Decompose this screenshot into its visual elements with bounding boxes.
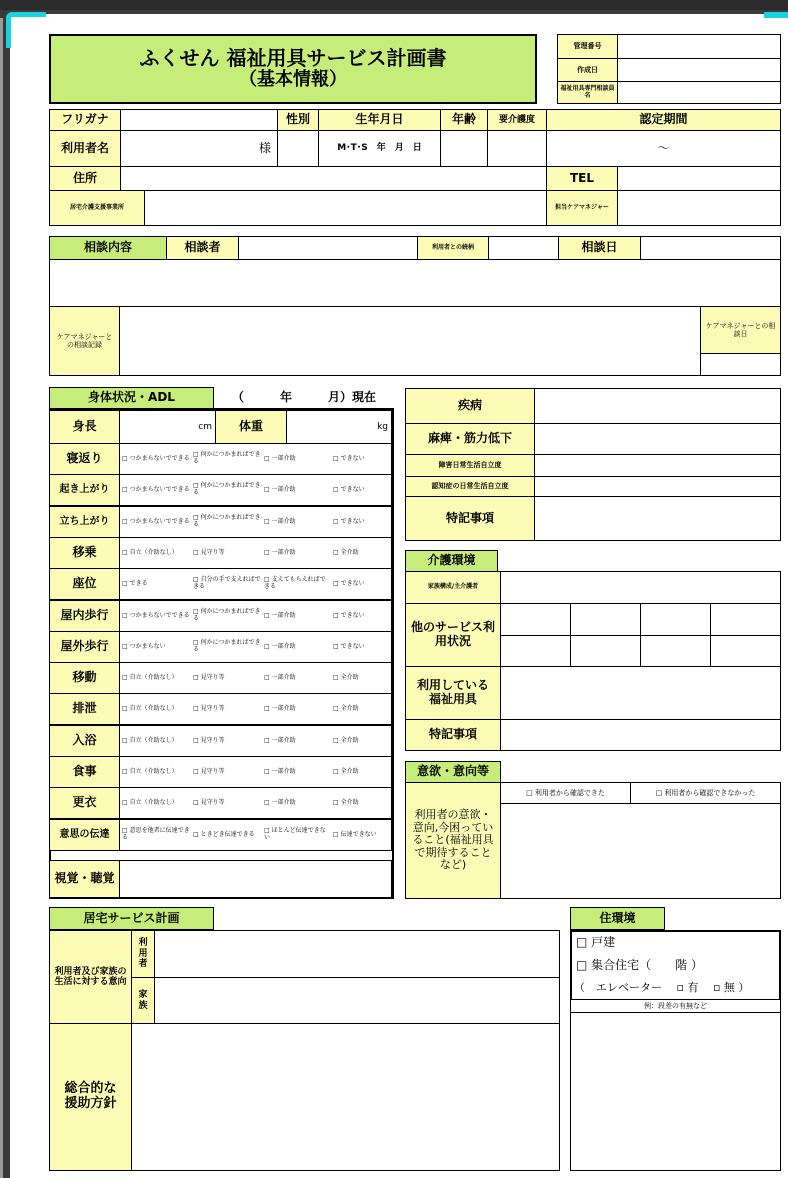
adl-option-checkbox[interactable]: □ 何かにつかまればできる — [193, 608, 261, 622]
cert-period-label: 認定期間 — [546, 109, 781, 131]
adl-row-label: 移動 — [49, 662, 120, 694]
family-label: 家族構成/主介護者 — [405, 571, 501, 604]
consult-date-field[interactable] — [640, 236, 781, 260]
intent-label: 利用者及び家族の生活に対する意向 — [49, 930, 132, 1024]
consult-person-field[interactable] — [238, 236, 418, 260]
user-intent-field[interactable] — [154, 930, 560, 978]
birth-field[interactable]: M･T･S 年 月 日 — [318, 130, 441, 167]
created-label: 作成日 — [557, 58, 618, 82]
adl-row-label: 屋外歩行 — [49, 631, 120, 663]
adl-option-checkbox[interactable]: □ 意思を他者に伝達できる — [122, 827, 190, 841]
other-service-label: 他のサービス利用状況 — [405, 603, 501, 667]
user-intent-label: 利用者 — [131, 930, 155, 978]
adl-row-label: 更衣 — [49, 787, 120, 819]
adl-option-checkbox[interactable]: □ ときどき伝達できる — [193, 830, 255, 838]
care-manager-field[interactable] — [617, 190, 781, 226]
adl-row-label: 移乗 — [49, 537, 120, 569]
office-field[interactable] — [144, 190, 547, 226]
adl-option-checkbox[interactable]: □ 見守り等 — [193, 673, 225, 681]
disability-label: 障害日常生活自立度 — [405, 454, 535, 477]
service-cell-4[interactable] — [710, 603, 781, 636]
confirmed-checkbox[interactable]: □ 利用者から確認できた — [500, 782, 631, 804]
adl-option-checkbox[interactable]: □ 全介助 — [333, 798, 359, 806]
service-cell-2[interactable] — [570, 603, 641, 636]
housing-example: 例：段差の有無など — [570, 999, 781, 1013]
adl-option-checkbox[interactable]: □ つかまらないでできる — [122, 517, 190, 525]
adl-option-checkbox[interactable]: □ 自立（介助なし） — [122, 548, 178, 556]
care-level-field[interactable] — [487, 130, 547, 167]
cm-unit: cm — [198, 421, 212, 432]
specialist-field[interactable] — [617, 81, 781, 104]
adl-option-checkbox[interactable]: □ ほとんど伝達できない — [264, 827, 326, 841]
adl-option-checkbox[interactable]: □ 支えてもらえればできる — [264, 576, 326, 590]
specialist-label: 福祉用具専門相談員名 — [557, 81, 618, 104]
height-field[interactable] — [119, 410, 216, 444]
notes-field[interactable] — [534, 496, 781, 541]
env-notes-label: 特記事項 — [405, 719, 501, 751]
adl-row-label: 起き上がり — [49, 474, 120, 506]
adl-row-label: 屋内歩行 — [49, 600, 120, 632]
adl-row-label: 座位 — [49, 568, 120, 600]
adl-asof: （ 年 月）現在 — [231, 390, 376, 405]
adl-option-checkbox[interactable]: □ 何かにつかまればできる — [193, 451, 261, 465]
consult-date-label: 相談日 — [558, 236, 641, 260]
office-label: 居宅介護支援事業所 — [49, 190, 145, 226]
adl-option-checkbox[interactable]: □ 一部介助 — [264, 642, 296, 650]
disease-label: 疾病 — [405, 388, 535, 424]
age-label: 年齢 — [440, 109, 488, 131]
policy-field[interactable] — [131, 1023, 560, 1171]
adl-option-checkbox[interactable]: □ 何かにつかまればできる — [193, 482, 261, 496]
adl-option-checkbox[interactable]: □ 自立（介助なし） — [122, 736, 178, 744]
motivation-field[interactable] — [500, 803, 781, 899]
adl-row-label: 立ち上がり — [49, 506, 120, 538]
document-title: ふくせん 福祉用具サービス計画書 — [139, 46, 447, 71]
adl-row-label: 排泄 — [49, 693, 120, 725]
created-field[interactable] — [617, 58, 781, 82]
adl-title: 身体状況・ADL — [49, 387, 214, 409]
adl-row-label: 意思の伝達 — [49, 819, 120, 851]
cm-record-label: ケアマネジャーとの相談記録 — [49, 306, 120, 376]
adl-option-checkbox[interactable]: □ できない — [333, 517, 365, 525]
tel-field[interactable] — [617, 166, 781, 191]
adl-option-checkbox[interactable]: □ 一部介助 — [264, 548, 296, 556]
adl-option-checkbox[interactable]: □ つかまらないでできる — [122, 611, 190, 619]
document-title-box — [49, 34, 537, 104]
equipment-label: 利用している福祉用具 — [405, 666, 501, 720]
adl-option-checkbox[interactable]: □ できない — [333, 454, 365, 462]
motivation-label: 利用者の意欲・意向,今困っていること(福祉用具で期待することなど) — [405, 782, 501, 899]
adl-option-checkbox[interactable]: □ 何かにつかまればできる — [193, 514, 261, 528]
weight-label: 体重 — [215, 410, 287, 444]
env-notes-field[interactable] — [500, 719, 781, 751]
address-label: 住所 — [49, 166, 121, 191]
adl-option-checkbox[interactable]: □ できない — [333, 579, 365, 587]
adl-row-label: 食事 — [49, 756, 120, 788]
adl-option-checkbox[interactable]: □ つかまらないでできる — [122, 454, 190, 462]
disease-field[interactable] — [534, 388, 781, 424]
adl-option-checkbox[interactable]: □ 自立（介助なし） — [122, 704, 178, 712]
vision-label: 視覚・聴覚 — [49, 860, 120, 898]
adl-option-checkbox[interactable]: □ 一部介助 — [264, 798, 296, 806]
adl-option-checkbox[interactable]: □ できない — [333, 642, 365, 650]
detached-checkbox[interactable]: □ 戸建 — [576, 935, 616, 950]
adl-option-checkbox[interactable]: □ 全介助 — [333, 736, 359, 744]
tel-label: TEL — [546, 166, 618, 191]
not-confirmed-checkbox[interactable]: □ 利用者から確認できなかった — [630, 782, 781, 804]
service-cell-6[interactable] — [570, 635, 641, 667]
family-intent-field[interactable] — [154, 977, 560, 1024]
furigana-field[interactable] — [120, 109, 278, 131]
consult-title: 相談内容 — [49, 236, 167, 260]
page-left-edge — [0, 18, 3, 1178]
adl-option-checkbox[interactable]: □ 自立（介助なし） — [122, 673, 178, 681]
adl-option-checkbox[interactable]: □ できない — [333, 611, 365, 619]
adl-option-checkbox[interactable]: □ 一部介助 — [264, 767, 296, 775]
birth-label: 生年月日 — [318, 109, 441, 131]
adl-option-checkbox[interactable]: □ 一部介助 — [264, 704, 296, 712]
selection-corner-top-left — [6, 12, 46, 48]
adl-option-checkbox[interactable]: □ 見守り等 — [193, 767, 225, 775]
window-top-bar — [0, 0, 788, 10]
apartment-checkbox[interactable]: □ 集合住宅（ 階 ） — [576, 958, 703, 973]
vision-field[interactable] — [119, 860, 392, 898]
paralysis-label: 麻痺・筋力低下 — [405, 423, 535, 455]
adl-option-checkbox[interactable]: □ 見守り等 — [193, 548, 225, 556]
adl-option-checkbox[interactable]: □ 自分の手で支えればできる — [193, 576, 261, 590]
consult-content-field[interactable] — [49, 259, 781, 307]
care-env-title: 介護環境 — [405, 550, 498, 572]
adl-option-checkbox[interactable]: □ 見守り等 — [193, 798, 225, 806]
adl-option-checkbox[interactable]: □ つかまらないでできる — [122, 485, 190, 493]
weight-field[interactable] — [286, 410, 392, 444]
care-level-label: 要介護度 — [487, 109, 547, 131]
adl-option-checkbox[interactable]: □ 一部介助 — [264, 485, 296, 493]
care-manager-label: 担当ケアマネジャー — [546, 190, 618, 226]
adl-option-checkbox[interactable]: □ 一部介助 — [264, 673, 296, 681]
policy-label: 総合的な援助方針 — [49, 1023, 132, 1171]
family-intent-label: 家族 — [131, 977, 155, 1024]
consult-person-label: 相談者 — [166, 236, 239, 260]
cert-period-field[interactable]: ～ — [546, 130, 781, 167]
relation-label: 利用者との続柄 — [417, 236, 489, 260]
dementia-label: 認知症の日常生活自立度 — [405, 476, 535, 497]
adl-option-checkbox[interactable]: □ 伝達できない — [333, 830, 377, 838]
adl-option-checkbox[interactable]: □ 見守り等 — [193, 736, 225, 744]
adl-option-checkbox[interactable]: □ 一部介助 — [264, 736, 296, 744]
adl-row-label: 寝返り — [49, 443, 120, 475]
cm-date-label: ケアマネジャーとの相談日 — [700, 306, 781, 354]
cm-record-field[interactable] — [119, 306, 701, 376]
housing-title: 住環境 — [570, 907, 665, 930]
adl-option-checkbox[interactable]: □ 何かにつかまればできる — [193, 639, 261, 653]
adl-option-checkbox[interactable]: □ できる — [122, 579, 148, 587]
adl-option-checkbox[interactable]: □ 一部介助 — [264, 611, 296, 619]
service-cell-5[interactable] — [500, 635, 571, 667]
equipment-field[interactable] — [500, 666, 781, 720]
kg-unit: kg — [377, 421, 388, 432]
mgmt-no-field[interactable] — [617, 34, 781, 59]
service-cell-3[interactable] — [640, 603, 711, 636]
paralysis-field[interactable] — [534, 423, 781, 455]
elevator-options[interactable]: （ エレベーター ▫ 有 ▫ 無 ） — [574, 980, 750, 994]
age-field[interactable] — [440, 130, 488, 167]
user-name-label: 利用者名 — [49, 130, 121, 167]
housing-field[interactable] — [570, 1012, 781, 1171]
sex-field[interactable] — [277, 130, 319, 167]
adl-option-checkbox[interactable]: □ 全介助 — [333, 548, 359, 556]
adl-option-checkbox[interactable]: □ 一部介助 — [264, 454, 296, 462]
height-label: 身長 — [49, 410, 120, 444]
adl-option-checkbox[interactable]: □ 全介助 — [333, 673, 359, 681]
sex-label: 性別 — [277, 109, 319, 131]
disability-field[interactable] — [534, 454, 781, 477]
adl-option-checkbox[interactable]: □ 一部介助 — [264, 517, 296, 525]
address-field[interactable] — [120, 166, 547, 191]
furigana-label: フリガナ — [49, 109, 121, 131]
motivation-title: 意欲・意向等 — [405, 761, 501, 783]
adl-row-label: 入浴 — [49, 725, 120, 757]
adl-option-checkbox[interactable]: □ 全介助 — [333, 704, 359, 712]
plan-title: 居宅サービス計画 — [49, 907, 214, 930]
adl-option-checkbox[interactable]: □ つかまらない — [122, 642, 166, 650]
adl-option-checkbox[interactable]: □ できない — [333, 485, 365, 493]
mgmt-no-label: 管理番号 — [557, 34, 618, 59]
user-name-field[interactable] — [120, 130, 278, 167]
honorific-text: 様 — [258, 140, 271, 155]
adl-option-checkbox[interactable]: □ 自立（介助なし） — [122, 798, 178, 806]
family-field[interactable] — [500, 571, 781, 604]
adl-option-checkbox[interactable]: □ 自立（介助なし） — [122, 767, 178, 775]
dementia-field[interactable] — [534, 476, 781, 497]
selection-corner-top-right — [764, 12, 788, 18]
service-cell-1[interactable] — [500, 603, 571, 636]
notes-label: 特記事項 — [405, 496, 535, 541]
cm-date-field[interactable] — [700, 353, 781, 376]
adl-option-checkbox[interactable]: □ 見守り等 — [193, 704, 225, 712]
adl-option-checkbox[interactable]: □ 全介助 — [333, 767, 359, 775]
service-cell-8[interactable] — [710, 635, 781, 667]
relation-field[interactable] — [488, 236, 559, 260]
document-subtitle: （基本情報） — [239, 69, 347, 91]
service-cell-7[interactable] — [640, 635, 711, 667]
